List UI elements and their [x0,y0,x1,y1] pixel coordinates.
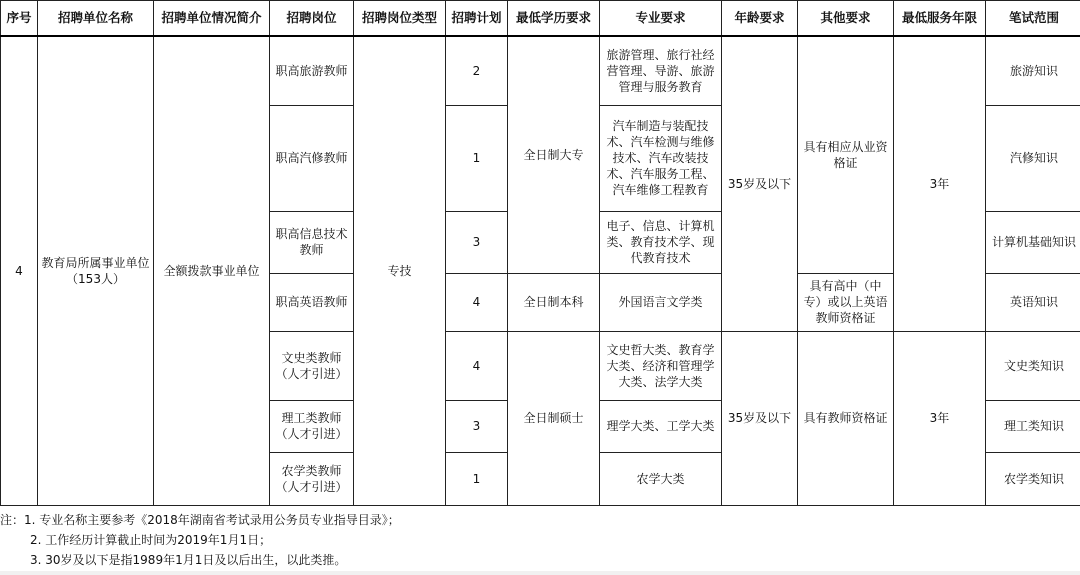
header-seq: 序号 [1,1,38,37]
cell-plan: 4 [446,273,508,331]
header-education: 最低学历要求 [508,1,600,37]
cell-exam-scope: 汽修知识 [986,105,1080,211]
cell-other: 具有高中（中专）或以上英语教师资格证 [798,273,894,331]
cell-post: 文史类教师（人才引进） [270,331,354,400]
cell-education: 全日制大专 [508,36,600,273]
cell-plan: 1 [446,452,508,505]
cell-plan: 3 [446,400,508,452]
cell-post: 职高信息技术教师 [270,211,354,273]
cell-major: 旅游管理、旅行社经营管理、导游、旅游管理与服务教育 [600,36,722,105]
cell-plan: 2 [446,36,508,105]
cell-major: 理学大类、工学大类 [600,400,722,452]
cell-seq: 4 [1,36,38,505]
footnote-2: 2. 工作经历计算截止时间为2019年1月1日； [30,533,272,547]
cell-exam-scope: 英语知识 [986,273,1080,331]
cell-education: 全日制硕士 [508,331,600,505]
cell-plan: 1 [446,105,508,211]
cell-unit-intro: 全额拨款事业单位 [154,36,270,505]
cell-education: 全日制本科 [508,273,600,331]
cell-exam-scope: 计算机基础知识 [986,211,1080,273]
cell-exam-scope: 文史类知识 [986,331,1080,400]
cell-major: 电子、信息、计算机类、教育技术学、现代教育技术 [600,211,722,273]
cell-plan: 3 [446,211,508,273]
cell-exam-scope: 旅游知识 [986,36,1080,105]
cell-other: 具有相应从业资格证 [798,36,894,273]
header-other: 其他要求 [798,1,894,37]
cell-unit-name: 教育局所属事业单位（153人） [38,36,154,505]
cell-service-years: 3年 [894,36,986,331]
cell-post-type: 专技 [354,36,446,505]
cell-exam-scope: 农学类知识 [986,452,1080,505]
header-post-type: 招聘岗位类型 [354,1,446,37]
header-plan: 招聘计划 [446,1,508,37]
header-service-years: 最低服务年限 [894,1,986,37]
table-header-row [1,1,1080,37]
cell-post: 理工类教师（人才引进） [270,400,354,452]
footnote-3: 3. 30岁及以下是指1989年1月1日及以后出生，以此类推。 [30,553,347,567]
table-row [1,36,1080,105]
cell-other: 具有教师资格证 [798,331,894,505]
header-unit-intro: 招聘单位情况简介 [154,1,270,37]
cell-age: 35岁及以下 [722,331,798,505]
footnote-1: 注：1. 专业名称主要参考《2018年湖南省考试录用公务员专业指导目录》； [0,513,400,527]
cell-age: 35岁及以下 [722,36,798,331]
header-exam-scope: 笔试范围 [986,1,1080,37]
header-major: 专业要求 [600,1,722,37]
cell-exam-scope: 理工类知识 [986,400,1080,452]
header-post: 招聘岗位 [270,1,354,37]
cell-post: 职高汽修教师 [270,105,354,211]
cell-major: 文史哲大类、教育学大类、经济和管理学大类、法学大类 [600,331,722,400]
cell-major: 汽车制造与装配技术、汽车检测与维修技术、汽车改装技术、汽车服务工程、汽车维修工程教育 [600,105,722,211]
footnotes [0,510,1080,570]
cell-major: 农学大类 [600,452,722,505]
cell-post: 职高英语教师 [270,273,354,331]
cell-plan: 4 [446,331,508,400]
cell-post: 职高旅游教师 [270,36,354,105]
cell-major: 外国语言文学类 [600,273,722,331]
cell-service-years: 3年 [894,331,986,505]
cell-post: 农学类教师（人才引进） [270,452,354,505]
header-unit-name: 招聘单位名称 [38,1,154,37]
header-age: 年龄要求 [722,1,798,37]
page-bottom-strip [0,571,1080,575]
